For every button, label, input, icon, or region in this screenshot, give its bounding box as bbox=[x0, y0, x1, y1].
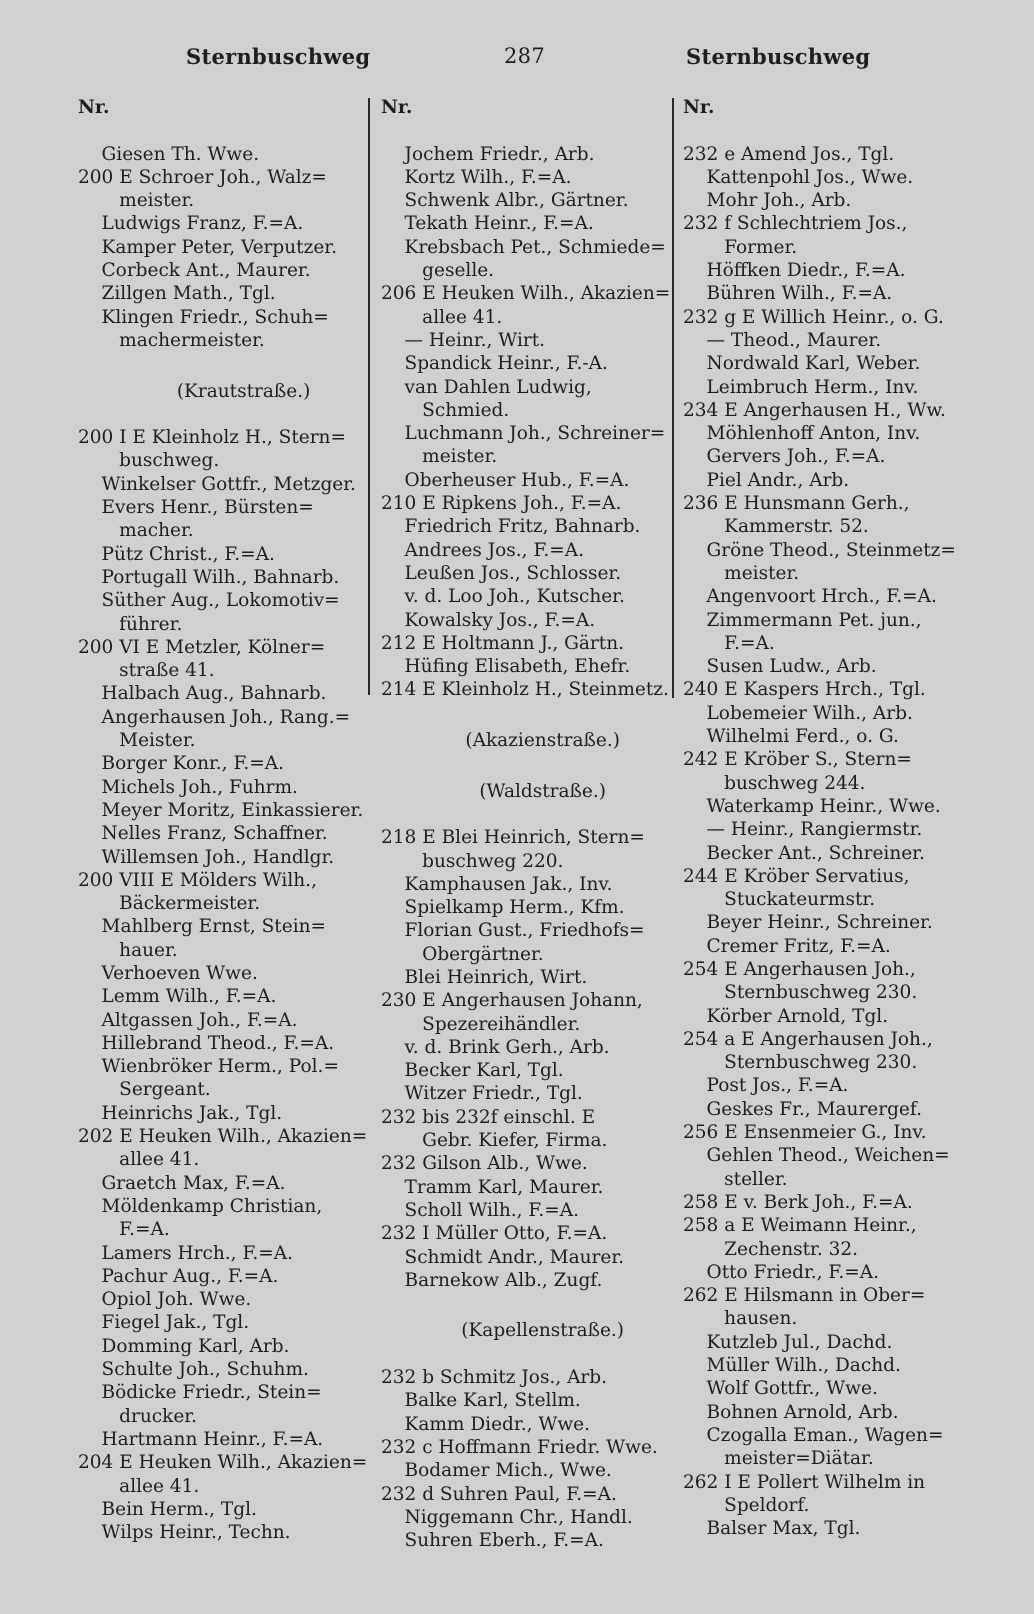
entry-line: 234 E Angerhausen H., Ww. bbox=[683, 399, 946, 421]
entry-line: Spandick Heinr., F.-A. bbox=[381, 353, 608, 375]
entry-line: Heinrichs Jak., Tgl. bbox=[78, 1102, 283, 1124]
entry-line: Bühren Wilh., F.=A. bbox=[683, 283, 893, 305]
entry-line: Scholl Wilh., F.=A. bbox=[381, 1199, 579, 1221]
entry-line: Tramm Karl, Maurer. bbox=[381, 1176, 604, 1198]
entry-line: 232 d Suhren Paul, F.=A. bbox=[381, 1483, 617, 1505]
entry-line: Gervers Joh., F.=A. bbox=[683, 446, 886, 468]
entry-line: Evers Henr., Bürsten= bbox=[78, 497, 314, 519]
entry-line: Otto Friedr., F.=A. bbox=[683, 1261, 879, 1283]
entry-line: Meyer Moritz, Einkassierer. bbox=[78, 799, 364, 821]
entry-line: Kowalsky Jos., F.=A. bbox=[381, 609, 596, 631]
entry-line: führer. bbox=[78, 613, 183, 635]
entry-line: Wienbröker Herm., Pol.= bbox=[78, 1056, 339, 1078]
entry-line: Zillgen Math., Tgl. bbox=[78, 283, 276, 305]
entry-line: Kortz Wilh., F.=A. bbox=[381, 166, 572, 188]
entry-line: Krebsbach Pet., Schmiede= bbox=[381, 236, 666, 258]
entry-line: Angerhausen Joh., Rang.= bbox=[78, 706, 351, 728]
entry-line: Verhoeven Wwe. bbox=[78, 962, 258, 984]
entry-line: van Dahlen Ludwig, bbox=[381, 376, 592, 398]
column-label-nr: Nr. bbox=[683, 97, 715, 118]
cross-street-heading: (Akazienstraße.) bbox=[430, 730, 620, 752]
entry-line: Leußen Jos., Schlosser. bbox=[381, 562, 622, 584]
entry-line: Kamphausen Jak., Inv. bbox=[381, 873, 613, 895]
column-divider-right bbox=[672, 98, 674, 698]
entry-line: Susen Ludw., Arb. bbox=[683, 656, 877, 678]
entry-line: Beyer Heinr., Schreiner. bbox=[683, 912, 933, 934]
entry-line: Wilps Heinr., Techn. bbox=[78, 1522, 291, 1544]
entry-line: Körber Arnold, Tgl. bbox=[683, 1005, 889, 1027]
entry-line: Kutzleb Jul., Dachd. bbox=[683, 1331, 893, 1353]
running-header-right: Sternbuschweg bbox=[686, 44, 871, 69]
entry-line: Domming Karl, Arb. bbox=[78, 1335, 290, 1357]
column-middle bbox=[381, 96, 669, 1552]
blank-line bbox=[381, 702, 669, 725]
entry-line: Bohnen Arnold, Arb. bbox=[683, 1401, 899, 1423]
entry-line: Schmidt Andr., Maurer. bbox=[381, 1246, 625, 1268]
entry-line: buschweg. bbox=[78, 450, 220, 472]
entry-line: Möldenkamp Christian, bbox=[78, 1195, 323, 1217]
entry-line: Friedrich Fritz, Bahnarb. bbox=[381, 516, 641, 538]
entry-line: Halbach Aug., Bahnarb. bbox=[78, 683, 327, 705]
entry-line: Andrees Jos., F.=A. bbox=[381, 539, 585, 561]
entry-line: Becker Karl, Tgl. bbox=[381, 1060, 564, 1082]
column-right bbox=[683, 96, 983, 1540]
entry-line: Lamers Hrch., F.=A. bbox=[78, 1242, 294, 1264]
entry-line: Barnekow Alb., Zugf. bbox=[381, 1269, 603, 1291]
entry-line: 244 E Kröber Servatius, bbox=[683, 865, 910, 887]
entry-line: Gehlen Theod., Weichen= bbox=[683, 1145, 950, 1167]
entry-line: 206 E Heuken Wilh., Akazien= bbox=[381, 283, 671, 305]
entry-line: hausen. bbox=[683, 1308, 798, 1330]
entry-line: Balser Max, Tgl. bbox=[683, 1518, 861, 1540]
entry-line: 232 f Schlechtriem Jos., bbox=[683, 213, 908, 235]
entry-line: steller. bbox=[683, 1168, 788, 1190]
entry-line: Czogalla Eman., Wagen= bbox=[683, 1424, 944, 1446]
entry-line: Suhren Eberh., F.=A. bbox=[381, 1530, 604, 1552]
entry-line: Niggemann Chr., Handl. bbox=[381, 1506, 633, 1528]
entry-line: Kamper Peter, Verputzer. bbox=[78, 236, 337, 258]
entry-line: buschweg 244. bbox=[683, 772, 866, 794]
entry-line: 200 E Schroer Joh., Walz= bbox=[78, 166, 327, 188]
entry-line: Wilhelmi Ferd., o. G. bbox=[683, 726, 899, 748]
entry-line: Post Jos., F.=A. bbox=[683, 1075, 849, 1097]
entry-line: Willemsen Joh., Handlgr. bbox=[78, 846, 335, 868]
entry-line: meister. bbox=[381, 446, 498, 468]
entry-line: macher. bbox=[78, 520, 194, 542]
blank-line bbox=[381, 1343, 669, 1366]
entry-line: Florian Gust., Friedhofs= bbox=[381, 920, 645, 942]
entry-line: F.=A. bbox=[78, 1219, 170, 1241]
entry-line: Kattenpohl Jos., Wwe. bbox=[683, 166, 914, 188]
entry-line: Meister. bbox=[78, 730, 196, 752]
entry-line: Cremer Fritz, F.=A. bbox=[683, 935, 891, 957]
entry-line: buschweg 220. bbox=[381, 850, 564, 872]
entry-line: 232 g E Willich Heinr., o. G. bbox=[683, 306, 944, 328]
entry-line: 218 E Blei Heinrich, Stern= bbox=[381, 827, 645, 849]
entry-line: Mohr Joh., Arb. bbox=[683, 190, 852, 212]
entry-line: Gebr. Kiefer, Firma. bbox=[381, 1130, 608, 1152]
entry-line: Angenvoort Hrch., F.=A. bbox=[683, 586, 937, 608]
entry-line: Ludwigs Franz, F.=A. bbox=[78, 213, 304, 235]
entry-line: Opiol Joh. Wwe. bbox=[78, 1289, 252, 1311]
entry-line: Luchmann Joh., Schreiner= bbox=[381, 423, 666, 445]
entry-line: Wolf Gottfr., Wwe. bbox=[683, 1378, 878, 1400]
entry-line: Schmied. bbox=[381, 399, 510, 421]
entry-line: Sternbuschweg 230. bbox=[683, 1052, 918, 1074]
entry-line: machermeister. bbox=[78, 329, 265, 351]
entry-line: meister=Diätar. bbox=[683, 1448, 874, 1470]
entry-line: 256 E Ensenmeier G., Inv. bbox=[683, 1122, 927, 1144]
entry-line: Leimbruch Herm., Inv. bbox=[683, 376, 919, 398]
entry-line: 230 E Angerhausen Johann, bbox=[381, 990, 643, 1012]
entry-line: Spezereihändler. bbox=[381, 1013, 581, 1035]
blank-line bbox=[381, 803, 669, 826]
blank-line bbox=[78, 403, 368, 426]
entry-line: Möhlenhoff Anton, Inv. bbox=[683, 423, 921, 445]
entry-line: Zechenstr. 32. bbox=[683, 1238, 859, 1260]
page-number: 287 bbox=[504, 44, 545, 68]
entry-line: Lobemeier Wilh., Arb. bbox=[683, 702, 913, 724]
entry-line: Pachur Aug., F.=A. bbox=[78, 1265, 279, 1287]
entry-line: Schwenk Albr., Gärtner. bbox=[381, 190, 629, 212]
entry-line: meister. bbox=[78, 190, 195, 212]
entry-line: 232 e Amend Jos., Tgl. bbox=[683, 143, 895, 165]
entry-line: Kammerstr. 52. bbox=[683, 516, 869, 538]
entry-line: Portugall Wilh., Bahnarb. bbox=[78, 566, 340, 588]
blank-line bbox=[381, 119, 669, 142]
blank-line bbox=[381, 1292, 669, 1315]
entry-line: Sternbuschweg 230. bbox=[683, 982, 918, 1004]
entry-line: 242 E Kröber S., Stern= bbox=[683, 749, 912, 771]
entry-line: 232 I Müller Otto, F.=A. bbox=[381, 1223, 608, 1245]
entry-line: allee 41. bbox=[381, 306, 503, 328]
entry-line: 254 E Angerhausen Joh., bbox=[683, 958, 916, 980]
entry-line: 200 I E Kleinholz H., Stern= bbox=[78, 427, 346, 449]
entry-line: 262 I E Pollert Wilhelm in bbox=[683, 1471, 926, 1493]
entry-line: Spielkamp Herm., Kfm. bbox=[381, 897, 625, 919]
entry-line: — Heinr., Wirt. bbox=[381, 329, 546, 351]
entry-line: 232 Gilson Alb., Wwe. bbox=[381, 1153, 588, 1175]
entry-line: drucker. bbox=[78, 1405, 197, 1427]
entry-line: Nordwald Karl, Weber. bbox=[683, 353, 921, 375]
entry-line: 262 E Hilsmann in Ober= bbox=[683, 1285, 926, 1307]
entry-line: 202 E Heuken Wilh., Akazien= bbox=[78, 1126, 368, 1148]
entry-line: v. d. Brink Gerh., Arb. bbox=[381, 1036, 610, 1058]
entry-line: v. d. Loo Joh., Kutscher. bbox=[381, 586, 625, 608]
entry-line: meister. bbox=[683, 562, 800, 584]
entry-line: 212 E Holtmann J., Gärtn. bbox=[381, 632, 624, 654]
entry-line: Höffken Diedr., F.=A. bbox=[683, 260, 906, 282]
entry-line: 254 a E Angerhausen Joh., bbox=[683, 1028, 933, 1050]
entry-line: hauer. bbox=[78, 939, 178, 961]
entry-line: 232 c Hoffmann Friedr. Wwe. bbox=[381, 1436, 658, 1458]
entry-line: Blei Heinrich, Wirt. bbox=[381, 966, 588, 988]
entry-line: 240 E Kaspers Hrch., Tgl. bbox=[683, 679, 926, 701]
entry-line: — Heinr., Rangiermstr. bbox=[683, 819, 923, 841]
entry-line: Bödicke Friedr., Stein= bbox=[78, 1382, 322, 1404]
entry-line: Sergeant. bbox=[78, 1079, 211, 1101]
entry-line: Jochem Friedr., Arb. bbox=[381, 143, 595, 165]
entry-line: Müller Wilh., Dachd. bbox=[683, 1355, 901, 1377]
entry-line: Hüfing Elisabeth, Ehefr. bbox=[381, 656, 631, 678]
entry-line: Pütz Christ., F.=A. bbox=[78, 543, 275, 565]
column-left bbox=[78, 96, 368, 1544]
cross-street-heading: (Kapellenstraße.) bbox=[425, 1320, 625, 1342]
running-header-left: Sternbuschweg bbox=[186, 44, 371, 69]
entry-line: Tekath Heinr., F.=A. bbox=[381, 213, 594, 235]
entry-line: Obergärtner. bbox=[381, 943, 544, 965]
entry-line: Kamm Diedr., Wwe. bbox=[381, 1413, 591, 1435]
entry-line: Bodamer Mich., Wwe. bbox=[381, 1460, 612, 1482]
entry-line: — Theod., Maurer. bbox=[683, 329, 882, 351]
entry-line: Graetch Max, F.=A. bbox=[78, 1172, 286, 1194]
entry-line: Waterkamp Heinr., Wwe. bbox=[683, 795, 941, 817]
entry-line: Schulte Joh., Schuhm. bbox=[78, 1359, 309, 1381]
entry-line: Süther Aug., Lokomotiv= bbox=[78, 590, 340, 612]
entry-line: Nelles Franz, Schaffner. bbox=[78, 823, 328, 845]
entry-line: Balke Karl, Stellm. bbox=[381, 1390, 581, 1412]
entry-line: Bein Herm., Tgl. bbox=[78, 1498, 257, 1520]
entry-line: Becker Ant., Schreiner. bbox=[683, 842, 925, 864]
entry-line: Klingen Friedr., Schuh= bbox=[78, 306, 329, 328]
entry-line: Michels Joh., Fuhrm. bbox=[78, 776, 298, 798]
entry-line: 204 E Heuken Wilh., Akazien= bbox=[78, 1452, 368, 1474]
entry-line: Giesen Th. Wwe. bbox=[78, 143, 260, 165]
entry-line: allee 41. bbox=[78, 1149, 200, 1171]
entry-line: Former. bbox=[683, 236, 798, 258]
entry-line: Speldorf. bbox=[683, 1494, 810, 1516]
column-label-nr: Nr. bbox=[78, 97, 110, 118]
entry-line: Hartmann Heinr., F.=A. bbox=[78, 1428, 324, 1450]
entry-line: Bäckermeister. bbox=[78, 893, 261, 915]
entry-line: Geskes Fr., Maurergef. bbox=[683, 1098, 922, 1120]
entry-line: Corbeck Ant., Maurer. bbox=[78, 260, 311, 282]
entry-line: 232 b Schmitz Jos., Arb. bbox=[381, 1367, 608, 1389]
entry-line: Winkelser Gottfr., Metzger. bbox=[78, 473, 356, 495]
entry-line: Altgassen Joh., F.=A. bbox=[78, 1009, 298, 1031]
entry-line: Stuckateurmstr. bbox=[683, 889, 876, 911]
blank-line bbox=[78, 352, 368, 375]
entry-line: 200 VI E Metzler, Kölner= bbox=[78, 636, 326, 658]
entry-line: 258 E v. Berk Joh., F.=A. bbox=[683, 1191, 913, 1213]
entry-line: Zimmermann Pet. jun., bbox=[683, 609, 922, 631]
cross-street-heading: (Waldstraße.) bbox=[444, 780, 606, 802]
column-label-nr: Nr. bbox=[381, 97, 413, 118]
entry-line: 210 E Ripkens Joh., F.=A. bbox=[381, 493, 622, 515]
blank-line bbox=[78, 119, 368, 142]
entry-line: Witzer Friedr., Tgl. bbox=[381, 1083, 583, 1105]
entry-line: 232 bis 232f einschl. E bbox=[381, 1106, 596, 1128]
entry-line: F.=A. bbox=[683, 632, 775, 654]
entry-line: straße 41. bbox=[78, 660, 215, 682]
entry-line: Lemm Wilh., F.=A. bbox=[78, 986, 277, 1008]
entry-line: Mahlberg Ernst, Stein= bbox=[78, 916, 327, 938]
blank-line bbox=[683, 119, 983, 142]
entry-line: Hillebrand Theod., F.=A. bbox=[78, 1032, 335, 1054]
column-divider-left-lower bbox=[368, 350, 370, 695]
blank-line bbox=[381, 752, 669, 775]
entry-line: Borger Konr., F.=A. bbox=[78, 753, 285, 775]
entry-line: Fiegel Jak., Tgl. bbox=[78, 1312, 250, 1334]
entry-line: 258 a E Weimann Heinr., bbox=[683, 1215, 917, 1237]
entry-line: 214 E Kleinholz H., Steinmetz. bbox=[381, 679, 669, 701]
entry-line: 200 VIII E Mölders Wilh., bbox=[78, 869, 317, 891]
entry-line: Gröne Theod., Steinmetz= bbox=[683, 539, 956, 561]
entry-line: 236 E Hunsmann Gerh., bbox=[683, 493, 910, 515]
entry-line: geselle. bbox=[381, 260, 495, 282]
entry-line: Piel Andr., Arb. bbox=[683, 469, 850, 491]
entry-line: allee 41. bbox=[78, 1475, 200, 1497]
cross-street-heading: (Krautstraße.) bbox=[135, 380, 311, 402]
entry-line: Oberheuser Hub., F.=A. bbox=[381, 469, 630, 491]
